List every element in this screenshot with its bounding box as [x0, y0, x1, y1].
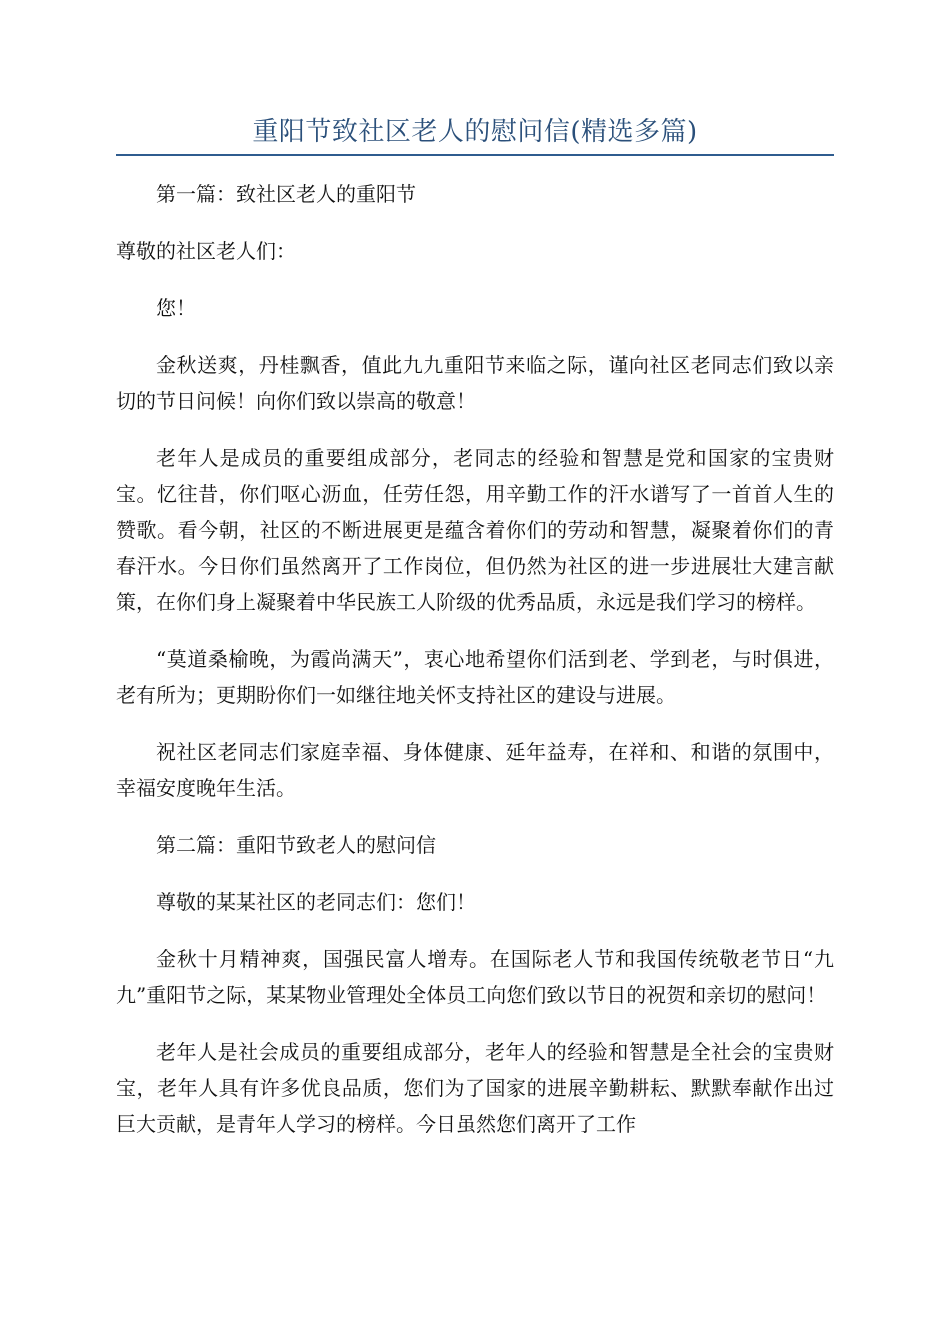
section-heading-2: 第二篇：重阳节致老人的慰问信	[156, 833, 436, 857]
document-title: 重阳节致社区老人的慰问信(精选多篇)	[252, 117, 698, 147]
paragraph-3: “莫道桑榆晚，为霞尚满天”，衷心地希望你们活到老、学到老，与时俱进，老有所为；更期盼你们一如继往地关怀支持社区的建设与进展。	[116, 647, 834, 707]
title-block	[116, 112, 834, 156]
title-underline	[116, 154, 834, 156]
salutation-1: 尊敬的社区老人们：	[116, 239, 296, 263]
greeting-1: 您！	[156, 296, 196, 320]
paragraph-1: 金秋送爽，丹桂飘香，值此九九重阳节来临之际，谨向社区老同志们致以亲切的节日问候！向你们致以崇高的敬意！	[116, 353, 834, 413]
section-heading-1: 第一篇：致社区老人的重阳节	[156, 182, 416, 206]
paragraph-6: 老年人是社会成员的重要组成部分，老年人的经验和智慧是全社会的宝贵财宝，老年人具有许多优良品质，您们为了国家的进展辛勤耕耘、默默奉献作出过巨大贡献，是青年人学习的榜样。今日虽然您们离开了工作	[116, 1040, 834, 1136]
paragraph-2: 老年人是成员的重要组成部分，老同志的经验和智慧是党和国家的宝贵财宝。忆往昔，你们呕心沥血，任劳任怨，用辛勤工作的汗水谱写了一首首人生的赞歌。看今朝，社区的不断进展更是蕴含着你们的劳动和智慧，凝聚着你们的青春汗水。今日你们虽然离开了工作岗位，但仍然为社区的进一步进展壮大建言献策，在你们身上凝聚着中华民族工人阶级的优秀品质，永远是我们学习的榜样。	[116, 446, 834, 614]
paragraph-5: 金秋十月精神爽，国强民富人增寿。在国际老人节和我国传统敬老节日“九九”重阳节之际，某某物业管理处全体员工向您们致以节日的祝贺和亲切的慰问！	[116, 947, 834, 1007]
paragraph-4: 祝社区老同志们家庭幸福、身体健康、延年益寿，在祥和、和谐的氛围中，幸福安度晚年生活。	[116, 740, 834, 800]
salutation-2: 尊敬的某某社区的老同志们：您们！	[156, 890, 476, 914]
document-body	[116, 176, 834, 1163]
